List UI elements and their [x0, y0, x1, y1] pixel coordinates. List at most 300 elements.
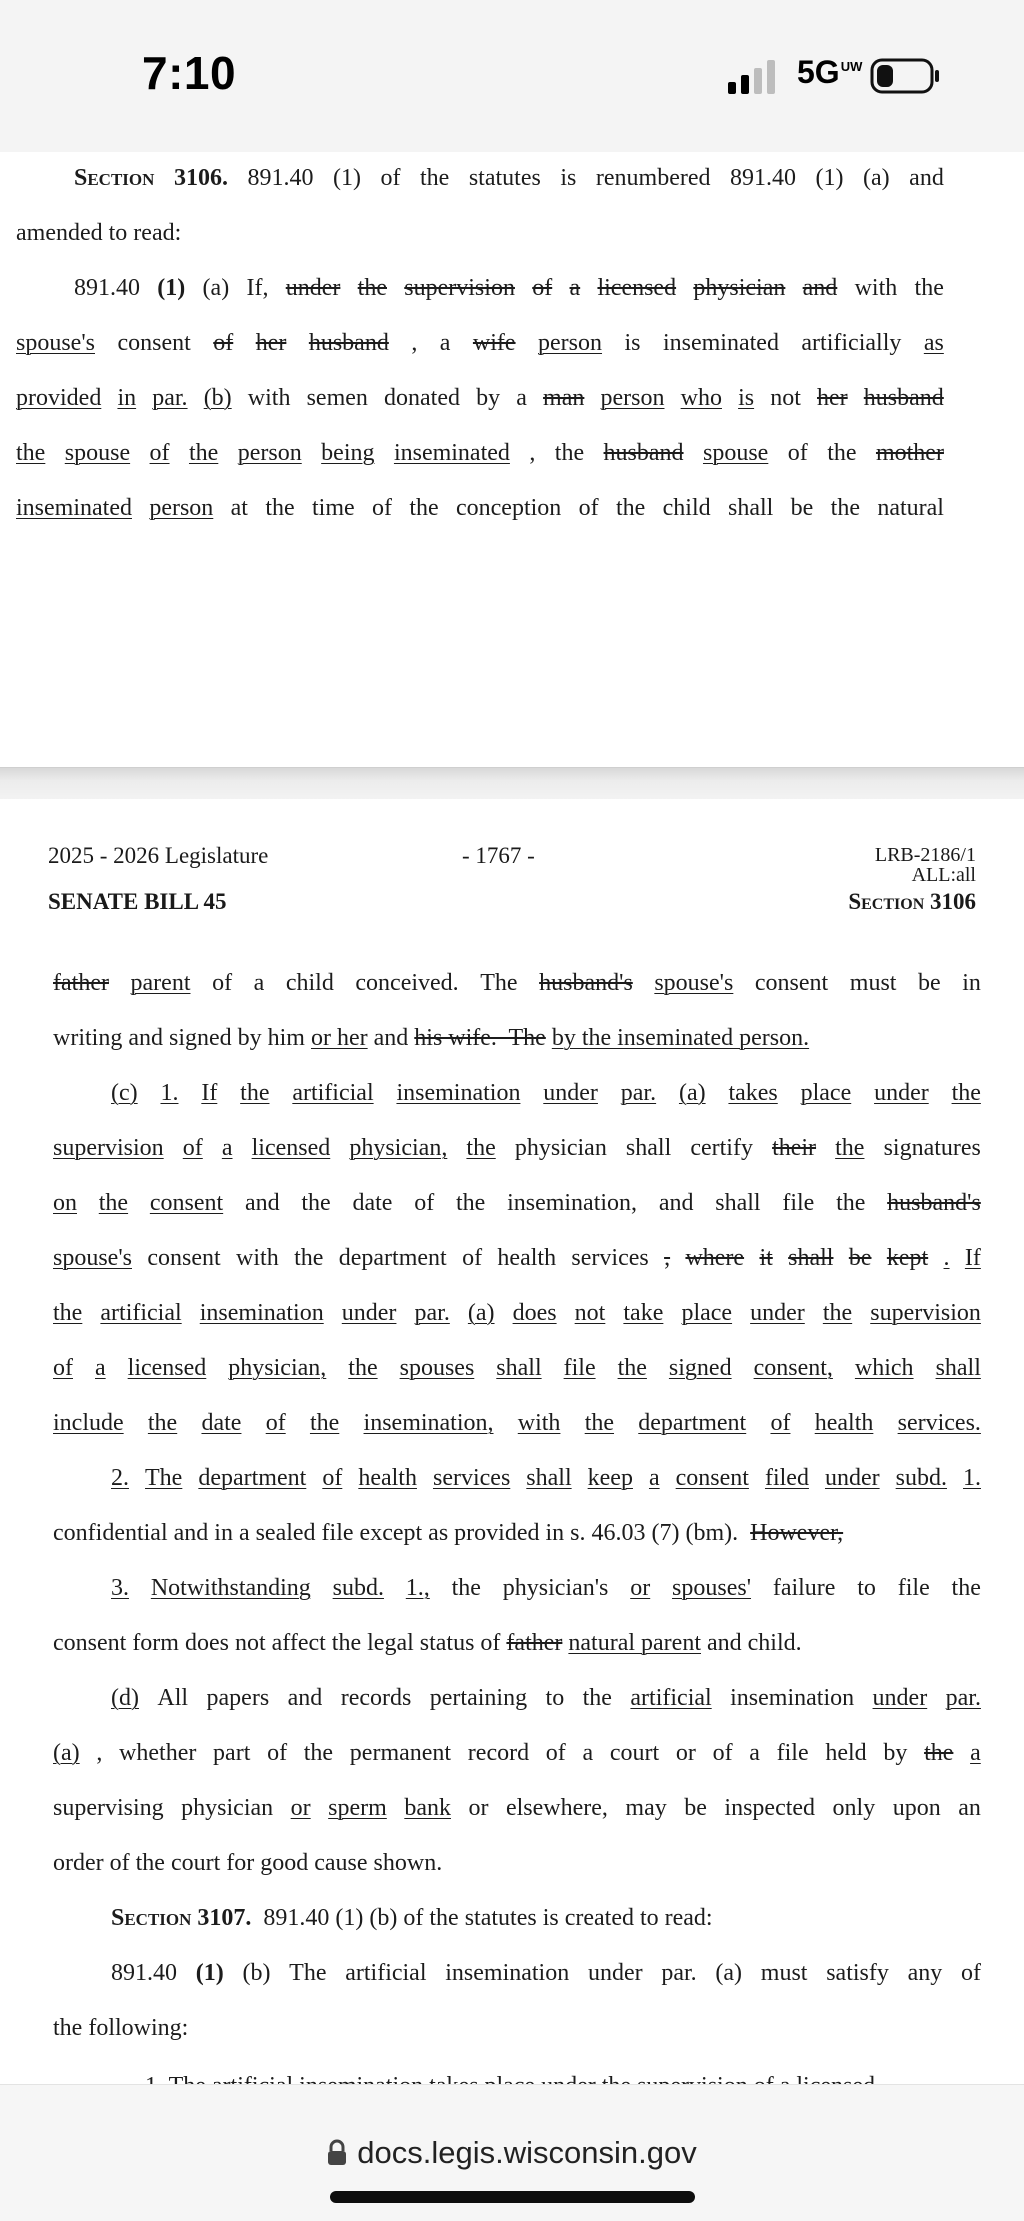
doc-text-run: If	[201, 1080, 218, 1106]
doc-text-run: not	[770, 385, 801, 411]
doc-text-run: records	[340, 1685, 412, 1711]
doc-text-run: artificial	[345, 1960, 427, 1986]
doc-text-run: of	[414, 1190, 435, 1216]
doc-text-run: of	[149, 440, 170, 466]
doc-text-run: permanent	[349, 1740, 452, 1766]
document-page-1767	[0, 799, 1024, 2084]
doc-text-run: (d)	[111, 1685, 139, 1711]
doc-text-run: a	[439, 330, 451, 356]
doc-text-run: services.	[897, 1410, 981, 1436]
doc-text-run: the	[554, 440, 585, 466]
doc-text-run: Section 3107.	[111, 1905, 252, 1931]
doc-text-run: person	[538, 330, 603, 356]
doc-text-run: of	[787, 440, 808, 466]
doc-text-run: under	[285, 275, 341, 301]
doc-text-run: must	[849, 970, 897, 996]
doc-text-run: satisfy	[826, 1960, 889, 1986]
doc-line	[53, 1628, 802, 1658]
doc-text-run: the	[827, 440, 857, 466]
doc-text-run: of	[371, 495, 392, 521]
doc-text-run: physician's	[502, 1575, 609, 1601]
doc-text-run: to	[545, 1685, 565, 1711]
doc-line	[111, 1463, 981, 1493]
doc-text-run: include	[53, 1410, 124, 1436]
doc-line	[111, 1573, 981, 1603]
doc-text-run: Notwithstanding	[150, 1575, 311, 1601]
doc-text-run: as	[923, 330, 944, 356]
doc-text-run: 891.40	[730, 165, 796, 191]
header-bill-name: SENATE BILL 45	[48, 889, 227, 914]
doc-text-run: may	[625, 1795, 667, 1821]
doc-text-run: by	[883, 1740, 908, 1766]
doc-text-run: of	[212, 970, 233, 996]
doc-text-run: wife	[472, 330, 516, 356]
doc-text-run: of	[961, 1960, 981, 1986]
doc-text-run: of	[182, 1135, 203, 1161]
doc-text-run: shall	[625, 1135, 672, 1161]
doc-text-run: papers	[206, 1685, 270, 1711]
header-page-number: - 1767 -	[462, 843, 535, 868]
doc-text-run: certify	[690, 1135, 753, 1161]
doc-text-run: inseminated	[662, 330, 779, 356]
doc-text-run: subd.	[895, 1465, 947, 1491]
doc-text-run: a	[516, 385, 527, 411]
doc-text-run: at	[230, 495, 248, 521]
doc-text-run: and	[244, 1190, 280, 1216]
doc-text-run: spouses'	[672, 1575, 752, 1601]
doc-line	[53, 968, 981, 998]
doc-text-run: par.	[414, 1300, 450, 1326]
doc-text-run: file	[782, 1190, 815, 1216]
doc-text-run: Section	[74, 165, 155, 191]
doc-text-run: upon	[892, 1795, 941, 1821]
doc-text-run: the	[265, 495, 295, 521]
doc-text-run: The	[480, 970, 518, 996]
doc-line	[111, 1683, 981, 1713]
doc-text-run: subd.	[332, 1575, 384, 1601]
doc-text-run: artificially	[801, 330, 902, 356]
doc-text-run: husband's	[887, 1190, 981, 1216]
doc-text-run: renumbered	[595, 165, 711, 191]
doc-text-run: where	[685, 1245, 745, 1271]
doc-text-run: insemination	[730, 1685, 855, 1711]
doc-text-run: a	[648, 1465, 660, 1491]
doc-text-run: place	[800, 1080, 852, 1106]
doc-text-run: the	[451, 1575, 481, 1601]
doc-text-run: artificial	[292, 1080, 374, 1106]
doc-text-run: filed	[764, 1465, 809, 1491]
doc-text-run: held	[825, 1740, 867, 1766]
doc-text-run: All	[157, 1685, 189, 1711]
doc-text-run: their	[772, 1135, 817, 1161]
doc-text-run: is	[738, 385, 755, 411]
doc-text-run: ,	[664, 1245, 671, 1271]
doc-text-run: department	[198, 1465, 307, 1491]
doc-text-run: of	[53, 1355, 73, 1381]
doc-text-run: the	[615, 495, 646, 521]
doc-text-run: with	[517, 1410, 561, 1436]
network-super-label: UW	[840, 59, 863, 74]
doc-text-run: spouse's	[53, 1245, 132, 1271]
doc-text-run: pertaining	[429, 1685, 528, 1711]
network-label: 5G	[797, 54, 840, 90]
doc-text-run: the	[924, 1740, 954, 1766]
doc-text-run: the	[98, 1190, 129, 1216]
doc-text-run: consent	[117, 330, 191, 356]
doc-text-run: on	[53, 1190, 77, 1216]
doc-text-run: licensed	[127, 1355, 207, 1381]
doc-line	[53, 1243, 981, 1273]
doc-text-run: the	[357, 275, 387, 301]
doc-text-run: insemination	[199, 1300, 324, 1326]
doc-text-run: a	[569, 275, 581, 301]
doc-line	[16, 383, 944, 413]
doc-text-run: does	[512, 1300, 557, 1326]
doc-text-run: the	[836, 1190, 866, 1216]
doc-line	[53, 1298, 981, 1328]
doc-text-run: 891.40 (1) (b) of the statutes is created to read:	[251, 1905, 713, 1931]
doc-text-run: take	[623, 1300, 664, 1326]
url-container[interactable]	[0, 2135, 1024, 2171]
doc-text-run: inspected	[724, 1795, 816, 1821]
doc-text-run: of	[462, 1245, 483, 1271]
doc-text-run: under	[874, 1080, 929, 1106]
doc-text-run: donated	[384, 385, 461, 411]
doc-line	[74, 163, 944, 193]
doc-text-run: insemination	[396, 1080, 521, 1106]
doc-text-run: must	[760, 1960, 808, 1986]
doc-text-run: elsewhere,	[505, 1795, 608, 1821]
doc-text-run: the	[584, 1410, 615, 1436]
doc-text-run: consent	[149, 1190, 224, 1216]
doc-line	[53, 1133, 981, 1163]
doc-text-run: insemination	[445, 1960, 570, 1986]
doc-text-run: and	[909, 165, 944, 191]
doc-text-run: time	[311, 495, 355, 521]
doc-text-run: the	[582, 1685, 612, 1711]
doc-text-run: with	[854, 275, 898, 301]
doc-text-run: shall	[788, 1245, 834, 1271]
doc-text-run: inseminated	[16, 495, 132, 521]
doc-text-run: the	[309, 1410, 340, 1436]
doc-text-run: (1)	[815, 165, 844, 191]
doc-text-run: a	[95, 1355, 106, 1381]
network-type	[797, 54, 862, 91]
doc-text-run: of	[213, 330, 234, 356]
doc-text-run: the	[951, 1080, 981, 1106]
doc-text-run: file	[563, 1355, 596, 1381]
doc-text-run: under	[750, 1300, 805, 1326]
doc-text-run: (a)	[202, 275, 230, 301]
doc-text-run: (1)	[332, 165, 361, 191]
doc-text-run: the	[53, 1300, 83, 1326]
doc-text-run: with	[236, 1245, 279, 1271]
doc-text-run: and	[367, 1025, 415, 1051]
doc-text-run: or	[290, 1795, 311, 1821]
header-all: ALL:all	[911, 864, 976, 886]
doc-text-run: a	[749, 1740, 760, 1766]
doc-text-run: par.	[620, 1080, 657, 1106]
doc-text-run: mother	[875, 440, 944, 466]
doc-text-run: takes	[728, 1080, 778, 1106]
doc-text-run: only	[832, 1795, 876, 1821]
doc-text-run: his wife. The	[414, 1025, 546, 1051]
doc-text-run: (b)	[203, 385, 232, 411]
doc-text-run: (b)	[242, 1960, 271, 1986]
doc-text-run: of	[322, 1465, 343, 1491]
doc-text-run: consent	[754, 970, 829, 996]
doc-text-run: failure	[772, 1575, 836, 1601]
doc-text-run: the	[188, 440, 219, 466]
doc-text-run: signed	[668, 1355, 732, 1381]
doc-text-run: in	[962, 970, 981, 996]
doc-text-run: writing and signed by him	[53, 1025, 311, 1051]
doc-text-run: husband	[863, 385, 944, 411]
doc-text-run: 1.,	[405, 1575, 430, 1601]
doc-text-run: person	[149, 495, 214, 521]
doc-text-run: services	[571, 1245, 649, 1271]
doc-text-run: be	[684, 1795, 707, 1821]
doc-text-run: (a)	[715, 1960, 743, 1986]
doc-text-run: a	[221, 1135, 233, 1161]
doc-text-run: sperm	[328, 1795, 387, 1821]
doc-text-run: physician,	[228, 1355, 327, 1381]
doc-text-run: 1.	[160, 1080, 179, 1106]
doc-text-run: keep	[587, 1465, 633, 1491]
doc-text-run: physician	[181, 1795, 274, 1821]
doc-text-run: department	[638, 1410, 747, 1436]
doc-text-run: health	[358, 1465, 417, 1491]
home-indicator[interactable]	[330, 2191, 695, 2203]
doc-text-run: the	[419, 165, 450, 191]
doc-text-run: ,	[411, 330, 418, 356]
doc-text-run: (c)	[111, 1080, 138, 1106]
url-text[interactable]: docs.legis.wisconsin.gov	[357, 2135, 697, 2170]
doc-text-run: semen	[306, 385, 368, 411]
doc-line	[53, 1518, 843, 1548]
doc-text-run: not	[574, 1300, 606, 1326]
doc-text-run: confidential and in a sealed file except as provided in s. 46.03 (7) (bm).	[53, 1520, 751, 1546]
doc-text-run: bank	[404, 1795, 451, 1821]
doc-text-run: of	[545, 1740, 566, 1766]
doc-text-run: be	[918, 970, 941, 996]
doc-text-run: consent form does not affect the legal status of	[53, 1630, 507, 1656]
doc-text-run: the	[951, 1575, 981, 1601]
doc-text-run: natural	[877, 495, 944, 521]
doc-text-run: of	[770, 1410, 791, 1436]
doc-text-run: 1.	[963, 1465, 981, 1491]
doc-text-run: in	[117, 385, 137, 411]
doc-text-run: and	[658, 1190, 694, 1216]
doc-text-run: of	[712, 1740, 733, 1766]
doc-text-run: shall	[935, 1355, 981, 1381]
doc-text-run: a	[970, 1740, 981, 1766]
doc-text-run: under	[341, 1300, 397, 1326]
doc-text-run: physician,	[349, 1135, 448, 1161]
doc-line	[53, 1793, 981, 1823]
doc-text-run: the	[147, 1410, 178, 1436]
doc-text-run: services	[432, 1465, 511, 1491]
doc-text-run: her	[255, 330, 287, 356]
doc-text-run: The	[145, 1465, 183, 1491]
doc-text-run: and	[287, 1685, 323, 1711]
doc-text-run: consent	[147, 1245, 221, 1271]
doc-text-run: under	[587, 1960, 643, 1986]
doc-text-run: a	[253, 970, 265, 996]
doc-text-run: consent	[675, 1465, 749, 1491]
doc-text-run: provided	[16, 385, 102, 411]
doc-text-run: person	[600, 385, 665, 411]
doc-line	[16, 328, 944, 358]
doc-text-run: the	[348, 1355, 378, 1381]
doc-text-run: par.	[152, 385, 188, 411]
doc-text-run: shall	[496, 1355, 542, 1381]
doc-text-run: is	[560, 165, 577, 191]
doc-text-run: insemination,	[363, 1410, 494, 1436]
doc-text-run: file	[897, 1575, 930, 1601]
doc-line	[16, 493, 944, 523]
status-time: 7:10	[142, 47, 237, 99]
doc-text-run: kept	[886, 1245, 929, 1271]
doc-line	[53, 1188, 981, 1218]
doc-text-run: husband	[308, 330, 389, 356]
doc-text-run: of	[578, 495, 599, 521]
doc-text-run: the	[914, 275, 944, 301]
doc-text-run: supervising	[53, 1795, 164, 1821]
doc-text-run: spouses	[399, 1355, 475, 1381]
doc-text-run: father	[506, 1630, 563, 1656]
doc-text-run: licensed	[251, 1135, 331, 1161]
doc-text-run: consent,	[753, 1355, 833, 1381]
doc-text-run: 3.	[111, 1575, 129, 1601]
doc-text-run: and child.	[701, 1630, 802, 1656]
doc-text-run: whether	[119, 1740, 197, 1766]
doc-text-run: (a)	[467, 1300, 495, 1326]
doc-text-run: physician	[514, 1135, 607, 1161]
doc-text-run: date	[352, 1190, 393, 1216]
doc-text-run: health	[814, 1410, 874, 1436]
header-lrb-number: LRB-2186/1	[874, 844, 976, 866]
doc-text-run: supervision	[404, 275, 515, 301]
doc-text-run: health	[497, 1245, 557, 1271]
doc-line	[53, 1353, 981, 1383]
doc-text-run: person	[237, 440, 302, 466]
doc-text-run: man	[543, 385, 585, 411]
doc-text-run: by	[476, 385, 501, 411]
doc-text-run: shall	[526, 1465, 572, 1491]
doc-text-run: par.	[945, 1685, 981, 1711]
doc-text-run: supervision	[870, 1300, 981, 1326]
doc-text-run: being	[321, 440, 375, 466]
doc-text-run: 891.40	[74, 275, 140, 301]
doc-text-run: 891.40	[111, 1960, 177, 1986]
doc-text-run: court	[609, 1740, 660, 1766]
doc-text-run: is	[624, 330, 641, 356]
doc-text-run: ,	[529, 440, 536, 466]
doc-text-run: place	[681, 1300, 733, 1326]
cellular-signal-icon	[728, 60, 780, 94]
doc-text-run: to	[857, 1575, 876, 1601]
doc-text-run: spouse's	[654, 970, 734, 996]
page-separator	[0, 767, 1024, 800]
doc-text-run: shall	[728, 495, 774, 521]
doc-text-run: under	[872, 1685, 928, 1711]
doc-text-run: which	[854, 1355, 914, 1381]
doc-text-run: conceived.	[355, 970, 459, 996]
doc-text-run: natural parent	[568, 1630, 701, 1656]
doc-text-run: shall	[715, 1190, 761, 1216]
doc-text-run: licensed	[597, 275, 677, 301]
doc-text-run: of	[380, 165, 401, 191]
doc-text-run: of	[267, 1740, 288, 1766]
doc-text-run: department	[338, 1245, 447, 1271]
doc-line	[53, 1023, 809, 1053]
doc-text-run: order of the court for good cause shown.	[53, 1850, 443, 1876]
doc-text-run: the	[409, 495, 439, 521]
doc-text-run: (a)	[53, 1740, 80, 1766]
doc-text-run: husband's	[539, 970, 633, 996]
doc-text-run: 2.	[111, 1465, 129, 1491]
doc-text-run: par.	[661, 1960, 697, 1986]
doc-text-run: statutes	[468, 165, 541, 191]
doc-text-run: the following:	[53, 2015, 189, 2041]
doc-text-run: husband	[603, 440, 684, 466]
doc-text-run: artificial	[630, 1685, 712, 1711]
doc-text-run: 891.40	[247, 165, 314, 191]
doc-text-run: However,	[750, 1520, 844, 1546]
doc-text-run: .	[943, 1245, 950, 1271]
lock-icon	[327, 2140, 347, 2166]
doc-text-run: or her	[310, 1025, 368, 1051]
doc-text-run: physician	[693, 275, 786, 301]
doc-text-run: the	[294, 1245, 324, 1271]
doc-text-run: of	[532, 275, 553, 301]
doc-line	[111, 1078, 981, 1108]
doc-text-run: be	[848, 1245, 872, 1271]
doc-text-run: spouse	[64, 440, 131, 466]
doc-text-run: The	[289, 1960, 327, 1986]
doc-text-run: If,	[246, 275, 269, 301]
document-page-1766	[0, 152, 1024, 767]
doc-text-run: the	[16, 440, 46, 466]
doc-text-run: of	[265, 1410, 286, 1436]
status-bar	[0, 0, 1024, 152]
doc-text-run: conception	[456, 495, 562, 521]
doc-text-run: parent	[130, 970, 191, 996]
browser-url-bar[interactable]	[0, 2084, 1024, 2221]
doc-text-run: ,	[96, 1740, 103, 1766]
doc-text-run: the	[835, 1135, 865, 1161]
doc-text-run: spouse	[702, 440, 769, 466]
doc-text-run: or	[675, 1740, 696, 1766]
doc-line	[53, 1738, 981, 1768]
doc-text-run: who	[680, 385, 722, 411]
doc-line	[16, 438, 944, 468]
doc-text-run: child	[662, 495, 711, 521]
doc-text-run: the	[455, 1190, 486, 1216]
doc-text-run: or	[468, 1795, 489, 1821]
doc-line	[53, 2013, 188, 2043]
doc-text-run: date	[201, 1410, 242, 1436]
doc-line	[74, 273, 944, 303]
doc-text-run: be	[790, 495, 814, 521]
doc-line	[53, 1408, 981, 1438]
doc-text-run: spouse's	[16, 330, 95, 356]
doc-text-run: file	[776, 1740, 809, 1766]
doc-text-run: record	[467, 1740, 530, 1766]
doc-line	[53, 1848, 442, 1878]
doc-line	[16, 218, 181, 248]
